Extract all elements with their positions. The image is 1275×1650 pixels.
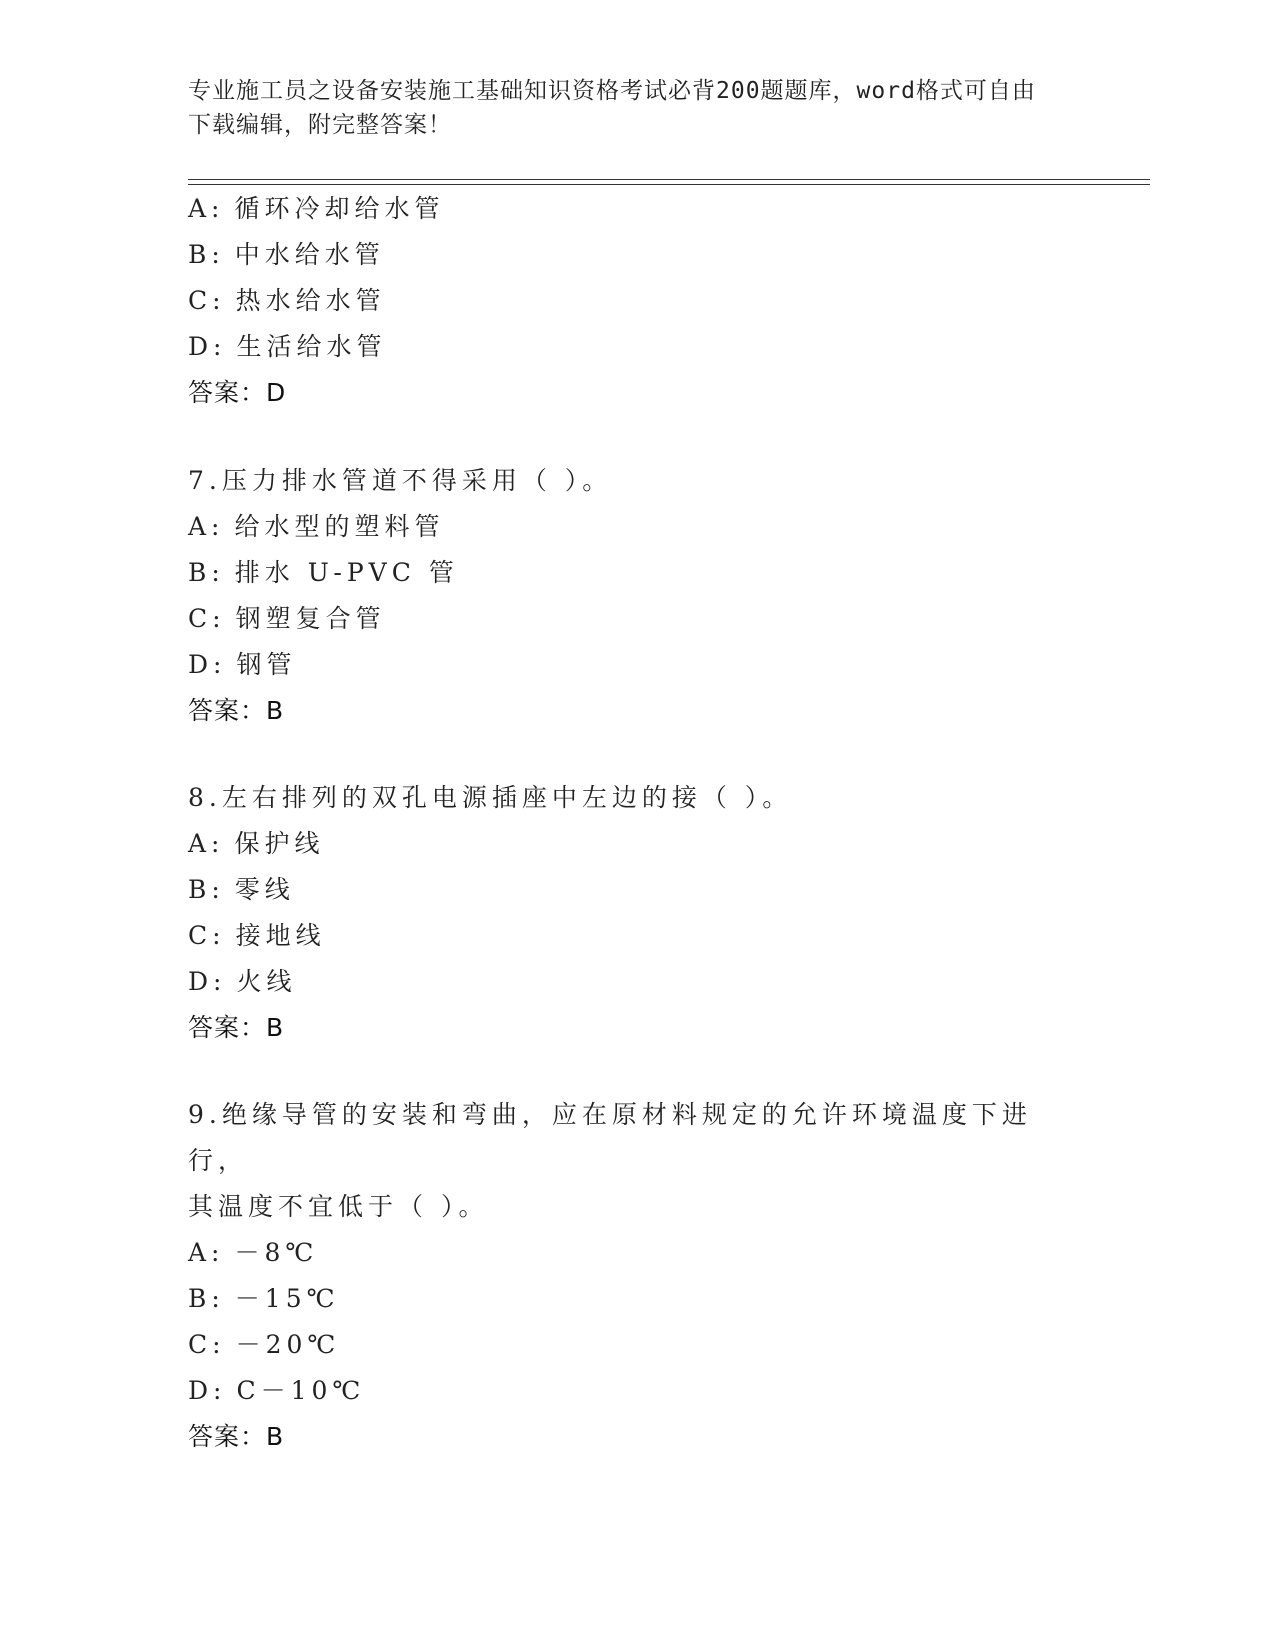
option-letter: D: [188, 650, 227, 679]
header-divider-bottom [188, 184, 1150, 185]
option-letter: C: [188, 1330, 226, 1359]
answer-line: 答案：B [188, 1013, 285, 1042]
option-d [188, 324, 1088, 370]
answer-line: 答案：B [188, 696, 285, 725]
option-letter: D: [188, 1376, 227, 1405]
option-d [188, 959, 1088, 1005]
option-text: 钢管 [236, 650, 297, 679]
option-c [188, 913, 1088, 959]
option-letter: B: [188, 1284, 225, 1313]
option-letter: A: [188, 829, 225, 858]
option-text: 火线 [236, 967, 297, 996]
option-letter: D: [188, 332, 227, 361]
option-d [188, 642, 1088, 688]
option-text: C－10℃ [236, 1376, 366, 1405]
option-a [188, 186, 1088, 232]
option-text: 循环冷却给水管 [234, 194, 445, 223]
answer-line: 答案：B [188, 1422, 285, 1451]
option-text: 热水给水管 [235, 286, 386, 315]
header-line-1: 专业施工员之设备安装施工基础知识资格考试必背200题题库，word格式可自由 [188, 78, 1036, 104]
option-letter: C: [188, 921, 226, 950]
option-d [188, 1368, 1088, 1414]
option-a [188, 821, 1088, 867]
option-b [188, 1276, 1088, 1322]
option-letter: B: [188, 558, 225, 587]
option-b [188, 232, 1088, 278]
option-text: 零线 [234, 875, 295, 904]
document-header [188, 74, 1088, 142]
question-stem: 7.压力排水管道不得采用（ ）。 [188, 466, 613, 495]
option-text: 生活给水管 [236, 332, 387, 361]
option-a [188, 1230, 1088, 1276]
option-letter: B: [188, 875, 225, 904]
option-text: 给水型的塑料管 [234, 512, 445, 541]
option-text: －20℃ [235, 1330, 341, 1359]
option-letter: C: [188, 604, 226, 633]
option-letter: B: [188, 240, 225, 269]
option-text: 钢塑复合管 [235, 604, 386, 633]
question-7 [188, 458, 1088, 734]
question-9 [188, 1092, 1088, 1460]
option-text: 保护线 [234, 829, 325, 858]
option-letter: A: [188, 194, 225, 223]
header-divider-top [188, 179, 1150, 180]
header-line-2: 下载编辑，附完整答案！ [188, 112, 452, 138]
option-letter: C: [188, 286, 226, 315]
option-text: 中水给水管 [234, 240, 385, 269]
question-stem: 8.左右排列的双孔电源插座中左边的接（ ）。 [188, 783, 793, 812]
question-stem-line-1: 9.绝缘导管的安装和弯曲，应在原材料规定的允许环境温度下进行， [188, 1100, 1032, 1175]
option-b [188, 867, 1088, 913]
answer-line: 答案：D [188, 378, 287, 407]
option-c [188, 1322, 1088, 1368]
option-letter: A: [188, 512, 225, 541]
option-text: －15℃ [234, 1284, 340, 1313]
option-c [188, 596, 1088, 642]
partial-question [188, 186, 1088, 416]
question-8 [188, 775, 1088, 1051]
option-b [188, 550, 1088, 596]
question-stem-line-2: 其温度不宜低于（ ）。 [188, 1192, 489, 1221]
option-letter: A: [188, 1238, 225, 1267]
option-letter: D: [188, 967, 227, 996]
option-text: －8℃ [234, 1238, 319, 1267]
option-text: 接地线 [235, 921, 326, 950]
option-a [188, 504, 1088, 550]
option-text: 排水 U-PVC 管 [234, 558, 459, 587]
option-c [188, 278, 1088, 324]
